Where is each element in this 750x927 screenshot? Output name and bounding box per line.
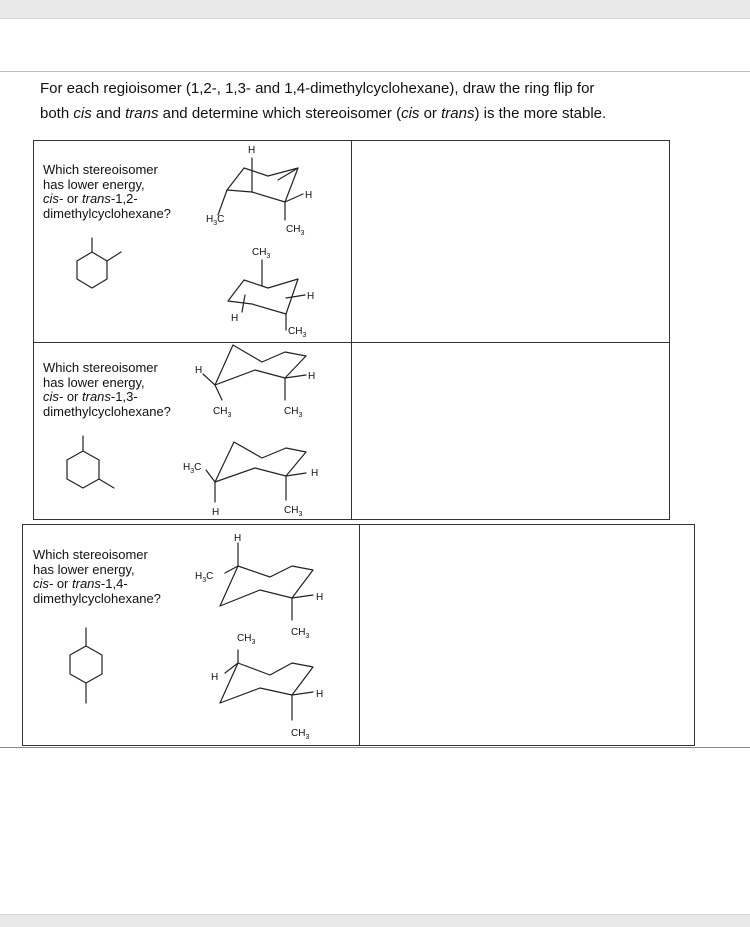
row1-question: Which stereoisomer has lower energy, cis- or trans-1,2- dimethylcyclohexane? [43, 162, 171, 221]
h-label: H [305, 190, 313, 201]
chair-1-2-upper [206, 145, 312, 237]
h-label: H [212, 507, 220, 518]
instructions-line-1: For each regioisomer (1,2-, 1,3- and 1,4-dimethylcyclohexane), draw the ring flip for [40, 80, 595, 97]
h-label: H [307, 291, 315, 302]
row3-question: Which stereoisomer has lower energy, cis- or trans-1,4- dimethylcyclohexane? [33, 547, 161, 606]
h-label: H [308, 371, 316, 382]
chair-1-4-lower [211, 633, 323, 741]
ch3-label: $CH_3$ [286, 224, 305, 237]
instructions-line-2: both cis and trans and determine which stereoisomer (cis or trans) is the more stable. [40, 105, 607, 122]
h-label: H [234, 533, 242, 544]
ch3-label: $CH_3$ [213, 406, 232, 419]
skeletal-1-2-dimethylcyclohexane [77, 238, 121, 288]
h-label: H [316, 689, 324, 700]
skeletal-1-3-dimethylcyclohexane [67, 436, 114, 488]
ch3-label: $CH_3$ [288, 326, 307, 339]
chair-1-4-upper [195, 533, 323, 640]
ch3-label: $CH_3$ [284, 505, 303, 518]
chair-1-2-lower [228, 247, 314, 339]
ch3-label: $CH_3$ [291, 627, 310, 640]
chair-1-3-upper [195, 345, 315, 419]
h3c-label: $H_3C$ [183, 462, 202, 475]
ch3-label: $CH_3$ [252, 247, 271, 260]
ch3-label: $CH_3$ [291, 728, 310, 741]
h-label: H [248, 145, 256, 156]
row2-question: Which stereoisomer has lower energy, cis- or trans-1,3- dimethylcyclohexane? [43, 360, 171, 419]
skeletal-1-4-dimethylcyclohexane [70, 628, 102, 703]
ch3-label: $CH_3$ [284, 406, 303, 419]
ch3-label: $CH_3$ [237, 633, 256, 646]
h-label: H [211, 672, 219, 683]
h3c-label: $H_3C$ [206, 214, 225, 227]
h-label: H [195, 365, 203, 376]
h-label: H [316, 592, 324, 603]
chair-1-3-lower [183, 442, 318, 518]
h-label: H [311, 468, 319, 479]
h-label: H [231, 313, 239, 324]
h3c-label: $H_3C$ [195, 571, 214, 584]
